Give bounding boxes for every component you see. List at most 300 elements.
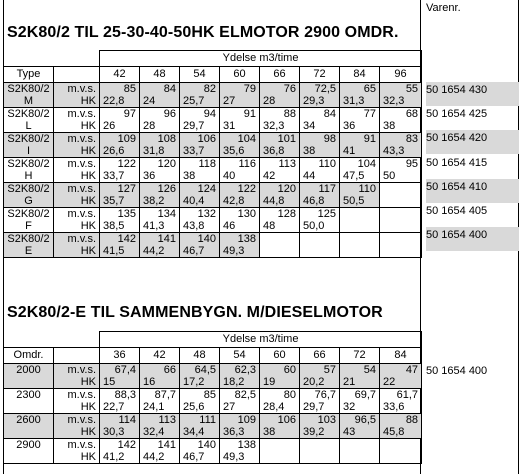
value-cell	[340, 208, 380, 233]
hp-value: 46	[223, 220, 236, 232]
value-cell	[140, 158, 180, 183]
hp-value: 42,8	[223, 195, 245, 207]
value-cell	[300, 389, 340, 414]
head-value: 113	[158, 414, 176, 426]
hp-value: 33,7	[183, 145, 205, 157]
head-value: 141	[157, 439, 176, 451]
head-value: 140	[197, 233, 216, 245]
hp-value: 35,6	[223, 145, 245, 157]
value-cell	[220, 183, 260, 208]
head-value: 96	[163, 108, 176, 120]
hp-value: 26	[103, 120, 116, 132]
hp-value: 27	[223, 95, 236, 107]
value-cell	[100, 414, 140, 439]
value-cell	[300, 183, 340, 208]
pump-type-cell	[4, 208, 54, 233]
head-value: 111	[199, 414, 216, 426]
flow-header-cell: 60	[260, 348, 300, 364]
varenr-header: Varenr.	[426, 2, 461, 14]
hp-value: 24	[143, 95, 156, 107]
unit-cell	[54, 133, 100, 158]
flow-header-cell: 48	[140, 67, 180, 83]
value-cell	[100, 183, 140, 208]
value-cell	[340, 183, 380, 208]
pump-model: S2K80/2	[7, 183, 50, 195]
unit-cell	[54, 364, 100, 389]
head-value: 82	[203, 83, 216, 95]
hp-value: 43,3	[383, 145, 405, 157]
value-cell	[100, 364, 140, 389]
unit-cell	[54, 439, 100, 464]
head-value: 126	[157, 183, 176, 195]
yield-label: Ydelse m3/time	[100, 332, 422, 348]
table-row	[4, 208, 422, 233]
hp-value: 31	[223, 120, 236, 132]
value-cell	[340, 133, 380, 158]
omdr-value: 2000	[16, 364, 41, 376]
hp-value: 46,8	[303, 195, 325, 207]
value-cell	[140, 208, 180, 233]
unit-mvs: m.v.s.	[67, 364, 96, 376]
value-cell	[140, 364, 180, 389]
flow-header-cell: 48	[180, 348, 220, 364]
table-row	[4, 233, 422, 258]
omdr-label: Omdr.	[4, 348, 54, 364]
value-cell	[180, 233, 220, 258]
value-cell	[220, 108, 260, 133]
value-cell	[180, 439, 220, 464]
unit-hk: HK	[80, 195, 96, 207]
value-cell	[180, 389, 220, 414]
blank-corner	[4, 332, 100, 348]
value-cell	[100, 108, 140, 133]
hp-value: 17,2	[183, 376, 205, 388]
head-value: 104	[357, 158, 376, 170]
hp-value: 49,3	[223, 451, 245, 463]
unit-mvs: m.v.s.	[67, 158, 96, 170]
pump-type-cell	[4, 108, 54, 133]
flow-header-cell: 36	[100, 348, 140, 364]
pump-model: S2K80/2	[7, 158, 50, 170]
value-cell	[340, 439, 380, 464]
head-value: 138	[237, 439, 256, 451]
table-row	[4, 183, 422, 208]
pump-type-cell	[4, 233, 54, 258]
head-value: 67,4	[114, 364, 136, 376]
value-cell	[380, 439, 422, 464]
hp-value: 46,7	[183, 245, 205, 257]
hp-value: 32,3	[383, 95, 405, 107]
hp-value: 33,6	[383, 401, 405, 413]
unit-mvs: m.v.s.	[67, 108, 96, 120]
yield-label: Ydelse m3/time	[100, 51, 422, 67]
hp-value: 24,1	[143, 401, 165, 413]
value-cell	[100, 133, 140, 158]
table-row	[4, 439, 422, 464]
value-cell	[220, 208, 260, 233]
hp-value: 44	[303, 170, 316, 182]
value-cell	[260, 133, 300, 158]
head-value: 64,5	[194, 364, 216, 376]
value-cell	[100, 208, 140, 233]
head-value: 61,7	[396, 389, 419, 401]
hp-value: 48	[263, 220, 276, 232]
unit-mvs: m.v.s.	[67, 233, 96, 245]
hp-value: 34,4	[183, 426, 205, 438]
head-value: 95	[405, 158, 419, 170]
varenr-item: 50 1654 420	[426, 130, 519, 154]
hp-value: 32	[343, 401, 356, 413]
varenr-item: 50 1654 415	[426, 156, 488, 169]
unit-mvs: m.v.s.	[67, 439, 96, 451]
value-cell	[220, 158, 260, 183]
hp-value: 38	[383, 120, 396, 132]
value-cell	[140, 233, 180, 258]
value-cell	[180, 414, 220, 439]
hp-value: 36	[343, 120, 356, 132]
flow-header-cell: 66	[300, 348, 340, 364]
hp-value: 41	[343, 145, 356, 157]
hp-value: 46,7	[183, 451, 205, 463]
value-cell	[340, 158, 380, 183]
hp-value: 36,3	[223, 426, 245, 438]
value-cell	[140, 83, 180, 108]
hp-value: 26,6	[103, 145, 125, 157]
value-cell	[100, 233, 140, 258]
flow-header-cell: 72	[340, 348, 380, 364]
value-cell	[140, 108, 180, 133]
unit-cell	[54, 183, 100, 208]
head-value: 84	[163, 83, 176, 95]
hp-value: 28	[143, 120, 156, 132]
head-value: 91	[243, 108, 256, 120]
head-value: 132	[197, 208, 216, 220]
value-cell	[260, 414, 300, 439]
omdr-value: 2300	[16, 389, 41, 401]
value-cell	[380, 233, 422, 258]
hp-value: 32,4	[143, 426, 165, 438]
head-value: 60	[283, 364, 296, 376]
type-label: Type	[4, 67, 54, 83]
table-row	[4, 414, 422, 439]
head-value: 85	[203, 389, 216, 401]
unit-hk: HK	[80, 245, 96, 257]
varenr-item: 50 1654 405	[426, 205, 488, 217]
value-cell	[140, 133, 180, 158]
value-cell	[380, 133, 422, 158]
hp-value: 41,3	[143, 220, 165, 232]
unit-cell	[54, 83, 100, 108]
value-cell	[220, 83, 260, 108]
hp-value: 42	[263, 170, 276, 182]
value-cell	[380, 158, 422, 183]
value-cell	[180, 83, 220, 108]
hp-value: 32,3	[263, 120, 285, 132]
value-cell	[260, 108, 300, 133]
hp-value: 36,8	[263, 145, 285, 157]
head-value: 122	[237, 183, 256, 195]
table-row	[4, 158, 422, 183]
head-value: 76,7	[314, 389, 336, 401]
hp-value: 27	[223, 401, 236, 413]
flow-header-cell: 42	[140, 348, 180, 364]
head-value: 141	[157, 233, 176, 245]
flow-header-cell: 84	[380, 348, 422, 364]
hp-value: 16	[143, 376, 156, 388]
unit-mvs: m.v.s.	[67, 208, 96, 220]
pump-model: S2K80/2	[7, 83, 50, 95]
head-value: 118	[198, 158, 216, 170]
pump-model: S2K80/2	[7, 108, 50, 120]
unit-mvs: m.v.s.	[67, 83, 96, 95]
head-value: 94	[203, 108, 216, 120]
flow-header-row	[4, 67, 422, 83]
varenr-item: 50 1654 430	[426, 82, 519, 106]
pump-variant: F	[25, 220, 32, 232]
hp-value: 18,2	[223, 376, 245, 388]
head-value: 68	[405, 108, 419, 120]
hp-value: 45,8	[383, 426, 405, 438]
omdr-cell	[4, 364, 54, 389]
hp-value: 50,5	[343, 195, 365, 207]
hp-value: 25,6	[183, 401, 205, 413]
value-cell	[340, 364, 380, 389]
head-value: 76	[283, 83, 296, 95]
hp-value: 22,8	[103, 95, 125, 107]
head-value: 138	[237, 233, 256, 245]
value-cell	[140, 389, 180, 414]
head-value: 110	[358, 183, 376, 195]
omdr-cell	[4, 414, 54, 439]
unit-hk: HK	[80, 120, 96, 132]
value-cell	[260, 83, 300, 108]
unit-hk: HK	[80, 376, 96, 388]
hp-value: 43	[343, 426, 356, 438]
hp-value: 49,3	[223, 245, 245, 257]
hp-value: 38,2	[143, 195, 165, 207]
varenr-item: 50 1654 410	[426, 179, 519, 203]
hp-value: 21	[343, 376, 356, 388]
head-value: 54	[363, 364, 376, 376]
value-cell	[100, 158, 140, 183]
value-cell	[220, 233, 260, 258]
value-cell	[340, 389, 380, 414]
head-value: 113	[278, 158, 296, 170]
varenr-item: 50 1654 425	[426, 108, 488, 121]
head-value: 82,5	[234, 389, 256, 401]
value-cell	[380, 414, 422, 439]
value-cell	[180, 183, 220, 208]
value-cell	[140, 183, 180, 208]
value-cell	[300, 439, 340, 464]
hp-value: 20,2	[303, 376, 325, 388]
head-value: 125	[317, 208, 336, 220]
value-cell	[380, 83, 422, 108]
hp-value: 22	[383, 376, 396, 388]
pump-table-electric	[3, 50, 422, 258]
unit-header-blank	[54, 67, 100, 83]
varenr-item: 50 1654 400	[426, 365, 488, 377]
value-cell	[340, 233, 380, 258]
section2-title: S2K80/2-E TIL SAMMENBYGN. M/DIESELMOTOR	[7, 304, 383, 321]
hp-value: 28,4	[263, 401, 285, 413]
head-value: 142	[117, 439, 136, 451]
head-value: 88	[283, 108, 296, 120]
head-value: 142	[117, 233, 136, 245]
omdr-value: 2900	[16, 439, 41, 451]
flow-header-cell: 54	[180, 67, 220, 83]
head-value: 110	[318, 158, 336, 170]
value-cell	[260, 183, 300, 208]
hp-value: 38	[303, 145, 316, 157]
unit-hk: HK	[80, 451, 96, 463]
pump-model: S2K80/2	[7, 208, 50, 220]
flow-header-cell: 96	[380, 67, 422, 83]
unit-hk: HK	[80, 170, 96, 182]
flow-header-cell: 60	[220, 67, 260, 83]
value-cell	[220, 133, 260, 158]
pump-variant: I	[26, 145, 31, 157]
unit-mvs: m.v.s.	[67, 389, 96, 401]
value-cell	[380, 183, 422, 208]
unit-hk: HK	[80, 401, 96, 413]
hp-value: 34	[303, 120, 316, 132]
flow-header-cell: 72	[300, 67, 340, 83]
head-value: 55	[405, 83, 419, 95]
unit-cell	[54, 108, 100, 133]
value-cell	[300, 233, 340, 258]
omdr-cell	[4, 439, 54, 464]
table-row	[4, 133, 422, 158]
head-value: 84	[323, 108, 336, 120]
head-value: 80	[283, 389, 296, 401]
head-value: 117	[318, 183, 336, 195]
unit-mvs: m.v.s.	[67, 183, 96, 195]
head-value: 109	[117, 133, 136, 145]
varenr-item: 50 1654 400	[426, 227, 519, 251]
head-value: 104	[237, 133, 256, 145]
value-cell	[180, 133, 220, 158]
pump-variant: H	[24, 170, 33, 182]
value-cell	[300, 208, 340, 233]
head-value: 101	[277, 133, 296, 145]
hp-value: 44,2	[143, 245, 165, 257]
table-row	[4, 108, 422, 133]
head-value: 47	[405, 364, 419, 376]
head-value: 57	[323, 364, 336, 376]
value-cell	[100, 389, 140, 414]
head-value: 77	[363, 108, 376, 120]
flow-header-row	[4, 348, 422, 364]
hp-value: 29,3	[303, 95, 325, 107]
hp-value: 44,8	[263, 195, 285, 207]
head-value: 106	[277, 414, 296, 426]
pump-variant: G	[24, 195, 33, 207]
hp-value: 44,2	[143, 451, 165, 463]
hp-value: 50,0	[303, 220, 325, 232]
hp-value: 35,7	[103, 195, 125, 207]
head-value: 116	[238, 158, 256, 170]
unit-header-blank	[54, 348, 100, 364]
hp-value: 38	[183, 170, 196, 182]
head-value: 124	[197, 183, 216, 195]
unit-cell	[54, 208, 100, 233]
flow-header-cell: 84	[340, 67, 380, 83]
value-cell	[260, 208, 300, 233]
hp-value: 19	[263, 376, 276, 388]
flow-header-cell: 54	[220, 348, 260, 364]
value-cell	[220, 364, 260, 389]
value-cell	[260, 439, 300, 464]
value-cell	[340, 83, 380, 108]
hp-value: 31,3	[343, 95, 365, 107]
pump-type-cell	[4, 158, 54, 183]
head-value: 69,7	[354, 389, 376, 401]
value-cell	[260, 389, 300, 414]
value-cell	[220, 389, 260, 414]
head-value: 98	[323, 133, 336, 145]
hp-value: 43,8	[183, 220, 205, 232]
value-cell	[300, 108, 340, 133]
pump-type-cell	[4, 183, 54, 208]
head-value: 120	[157, 158, 176, 170]
head-value: 65	[363, 83, 376, 95]
value-cell	[140, 439, 180, 464]
hp-value: 47,5	[343, 170, 365, 182]
value-cell	[300, 83, 340, 108]
value-cell	[340, 108, 380, 133]
head-value: 109	[237, 414, 256, 426]
hp-value: 28	[263, 95, 276, 107]
value-cell	[380, 389, 422, 414]
unit-hk: HK	[80, 95, 96, 107]
unit-cell	[54, 414, 100, 439]
pump-model: S2K80/2	[7, 133, 50, 145]
hp-value: 38	[263, 426, 276, 438]
hp-value: 29,7	[303, 401, 325, 413]
head-value: 120	[277, 183, 296, 195]
section1-title: S2K80/2 TIL 25-30-40-50HK ELMOTOR 2900 OMDR.	[7, 24, 399, 41]
value-cell	[380, 364, 422, 389]
head-value: 140	[197, 439, 216, 451]
value-cell	[260, 158, 300, 183]
hp-value: 38,5	[103, 220, 125, 232]
value-cell	[260, 364, 300, 389]
head-value: 128	[277, 208, 296, 220]
table-row	[4, 83, 422, 108]
flow-header-cell: 42	[100, 67, 140, 83]
hp-value: 41,2	[103, 451, 125, 463]
pump-type-cell	[4, 83, 54, 108]
unit-mvs: m.v.s.	[67, 414, 96, 426]
head-value: 88,3	[114, 389, 136, 401]
hp-value: 36	[143, 170, 156, 182]
unit-hk: HK	[80, 145, 96, 157]
value-cell	[300, 133, 340, 158]
flow-header-cell: 66	[260, 67, 300, 83]
hp-value: 25,7	[183, 95, 205, 107]
value-cell	[180, 208, 220, 233]
pump-variant: E	[24, 245, 33, 257]
hp-value: 29,7	[183, 120, 205, 132]
pump-variant: M	[23, 95, 34, 107]
hp-value: 40,4	[183, 195, 205, 207]
head-value: 85	[123, 83, 136, 95]
head-value: 96,5	[354, 414, 376, 426]
head-value: 72,5	[314, 83, 336, 95]
hp-value: 50	[383, 170, 396, 182]
pump-type-cell	[4, 133, 54, 158]
